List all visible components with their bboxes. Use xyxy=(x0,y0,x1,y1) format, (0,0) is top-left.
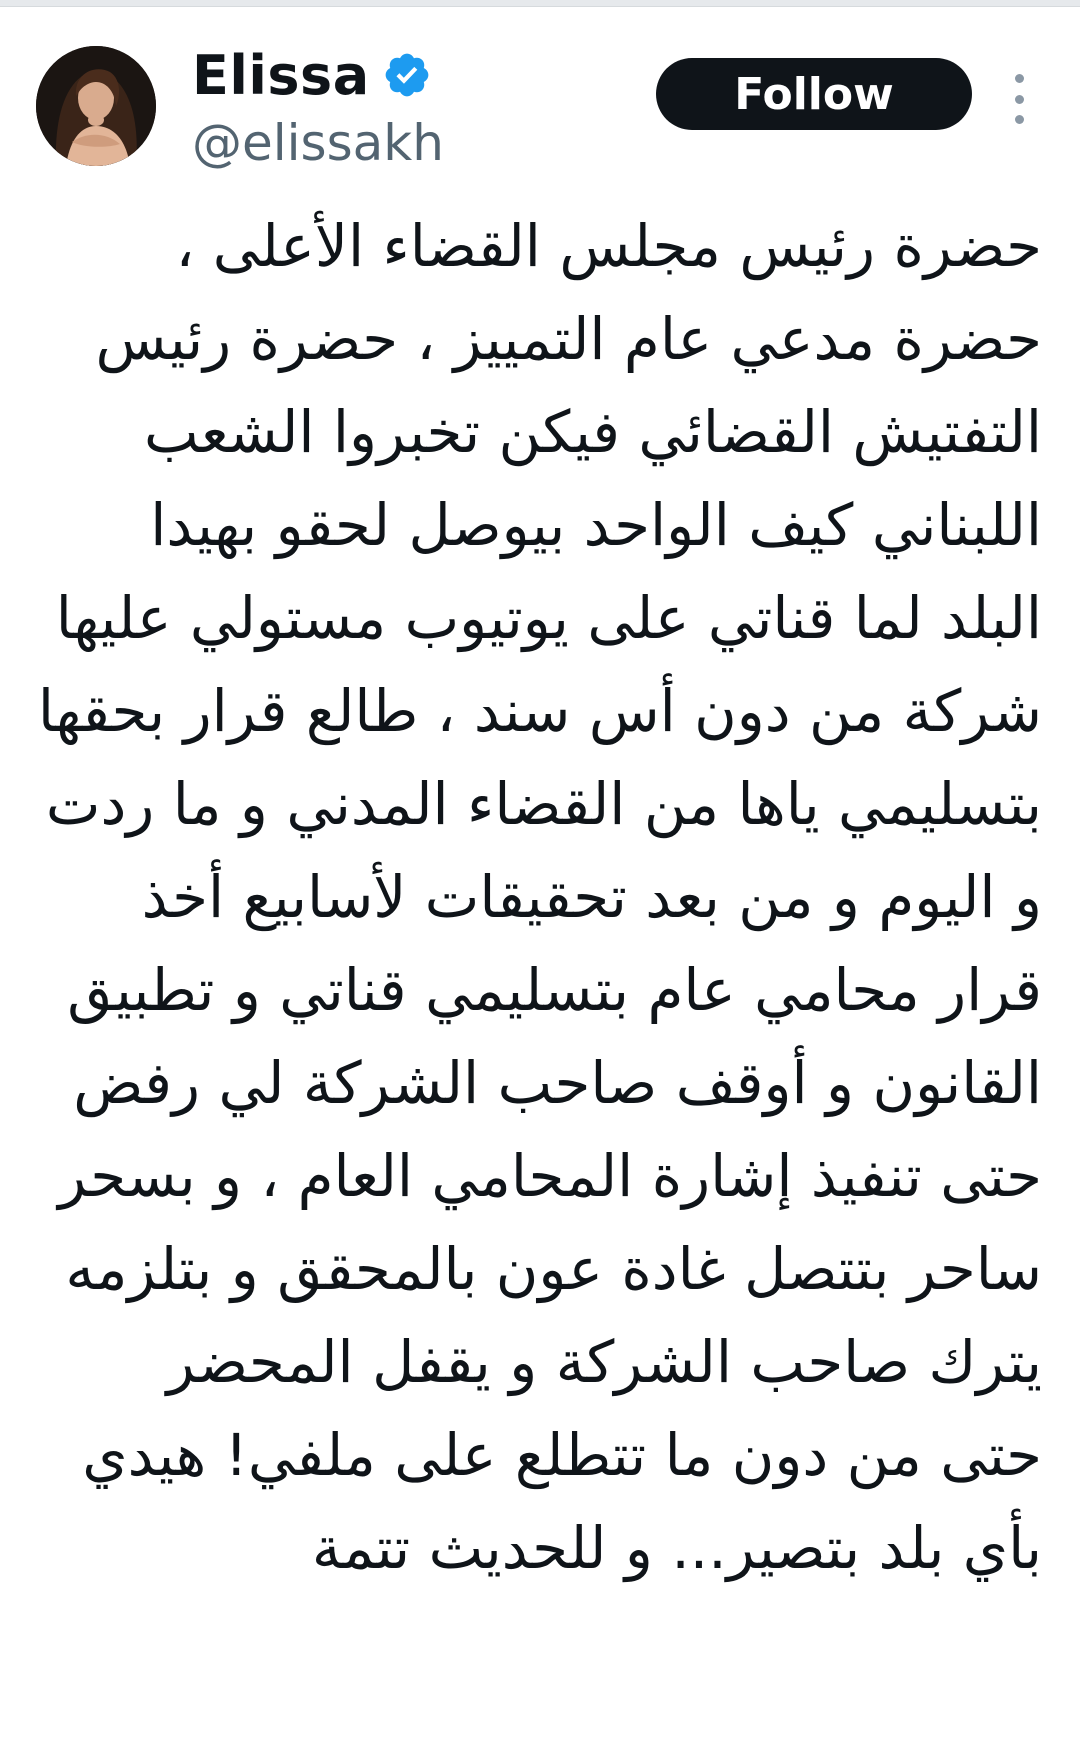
user-handle[interactable]: @elissakh xyxy=(192,114,444,172)
verified-badge-icon xyxy=(382,50,432,100)
more-options-icon[interactable] xyxy=(1004,74,1034,124)
tweet-line: اللبناني كيف الواحد بيوصل لحقو بهيدا xyxy=(150,491,1042,559)
avatar[interactable] xyxy=(36,46,156,166)
tweet-line: شركة من دون أس سند ، طالع قرار بحقها xyxy=(37,677,1042,745)
tweet-line: التفتيش القضائي فيكن تخبروا الشعب xyxy=(144,398,1042,466)
tweet-line: قرار محامي عام بتسليمي قناتي و تطبيق xyxy=(67,956,1042,1024)
tweet-line: و اليوم و من بعد تحقيقات لأسابيع أخذ xyxy=(141,863,1042,931)
tweet-line: حتى من دون ما تتطلع على ملفي! هيدي xyxy=(82,1421,1042,1489)
tweet-line: بأي بلد بتصير... و للحديث تتمة xyxy=(311,1514,1042,1582)
tweet-line: يترك صاحب الشركة و يقفل المحضر xyxy=(166,1328,1042,1396)
display-name-row xyxy=(192,40,444,110)
avatar-image xyxy=(36,46,156,166)
tweet-line: البلد لما قناتي على يوتيوب مستولي عليها xyxy=(55,584,1042,652)
tweet-line: ساحر بتتصل غادة عون بالمحقق و بتلزمه xyxy=(65,1235,1042,1303)
tweet-line: القانون و أوقف صاحب الشركة لي رفض xyxy=(73,1049,1042,1117)
tweet-line: حتى تنفيذ إشارة المحامي العام ، و بسحر xyxy=(58,1142,1042,1210)
tweet-text xyxy=(30,200,1042,1595)
tweet-line: حضرة رئيس مجلس القضاء الأعلى ، xyxy=(175,212,1042,280)
top-divider xyxy=(0,0,1080,7)
follow-button[interactable]: Follow xyxy=(656,58,972,130)
tweet-line: حضرة مدعي عام التمييز ، حضرة رئيس xyxy=(95,305,1042,373)
display-name[interactable]: Elissa xyxy=(192,43,370,107)
tweet-header xyxy=(0,40,1080,180)
user-names xyxy=(192,40,444,172)
tweet-line: بتسليمي ياها من القضاء المدني و ما ردت xyxy=(45,770,1042,838)
